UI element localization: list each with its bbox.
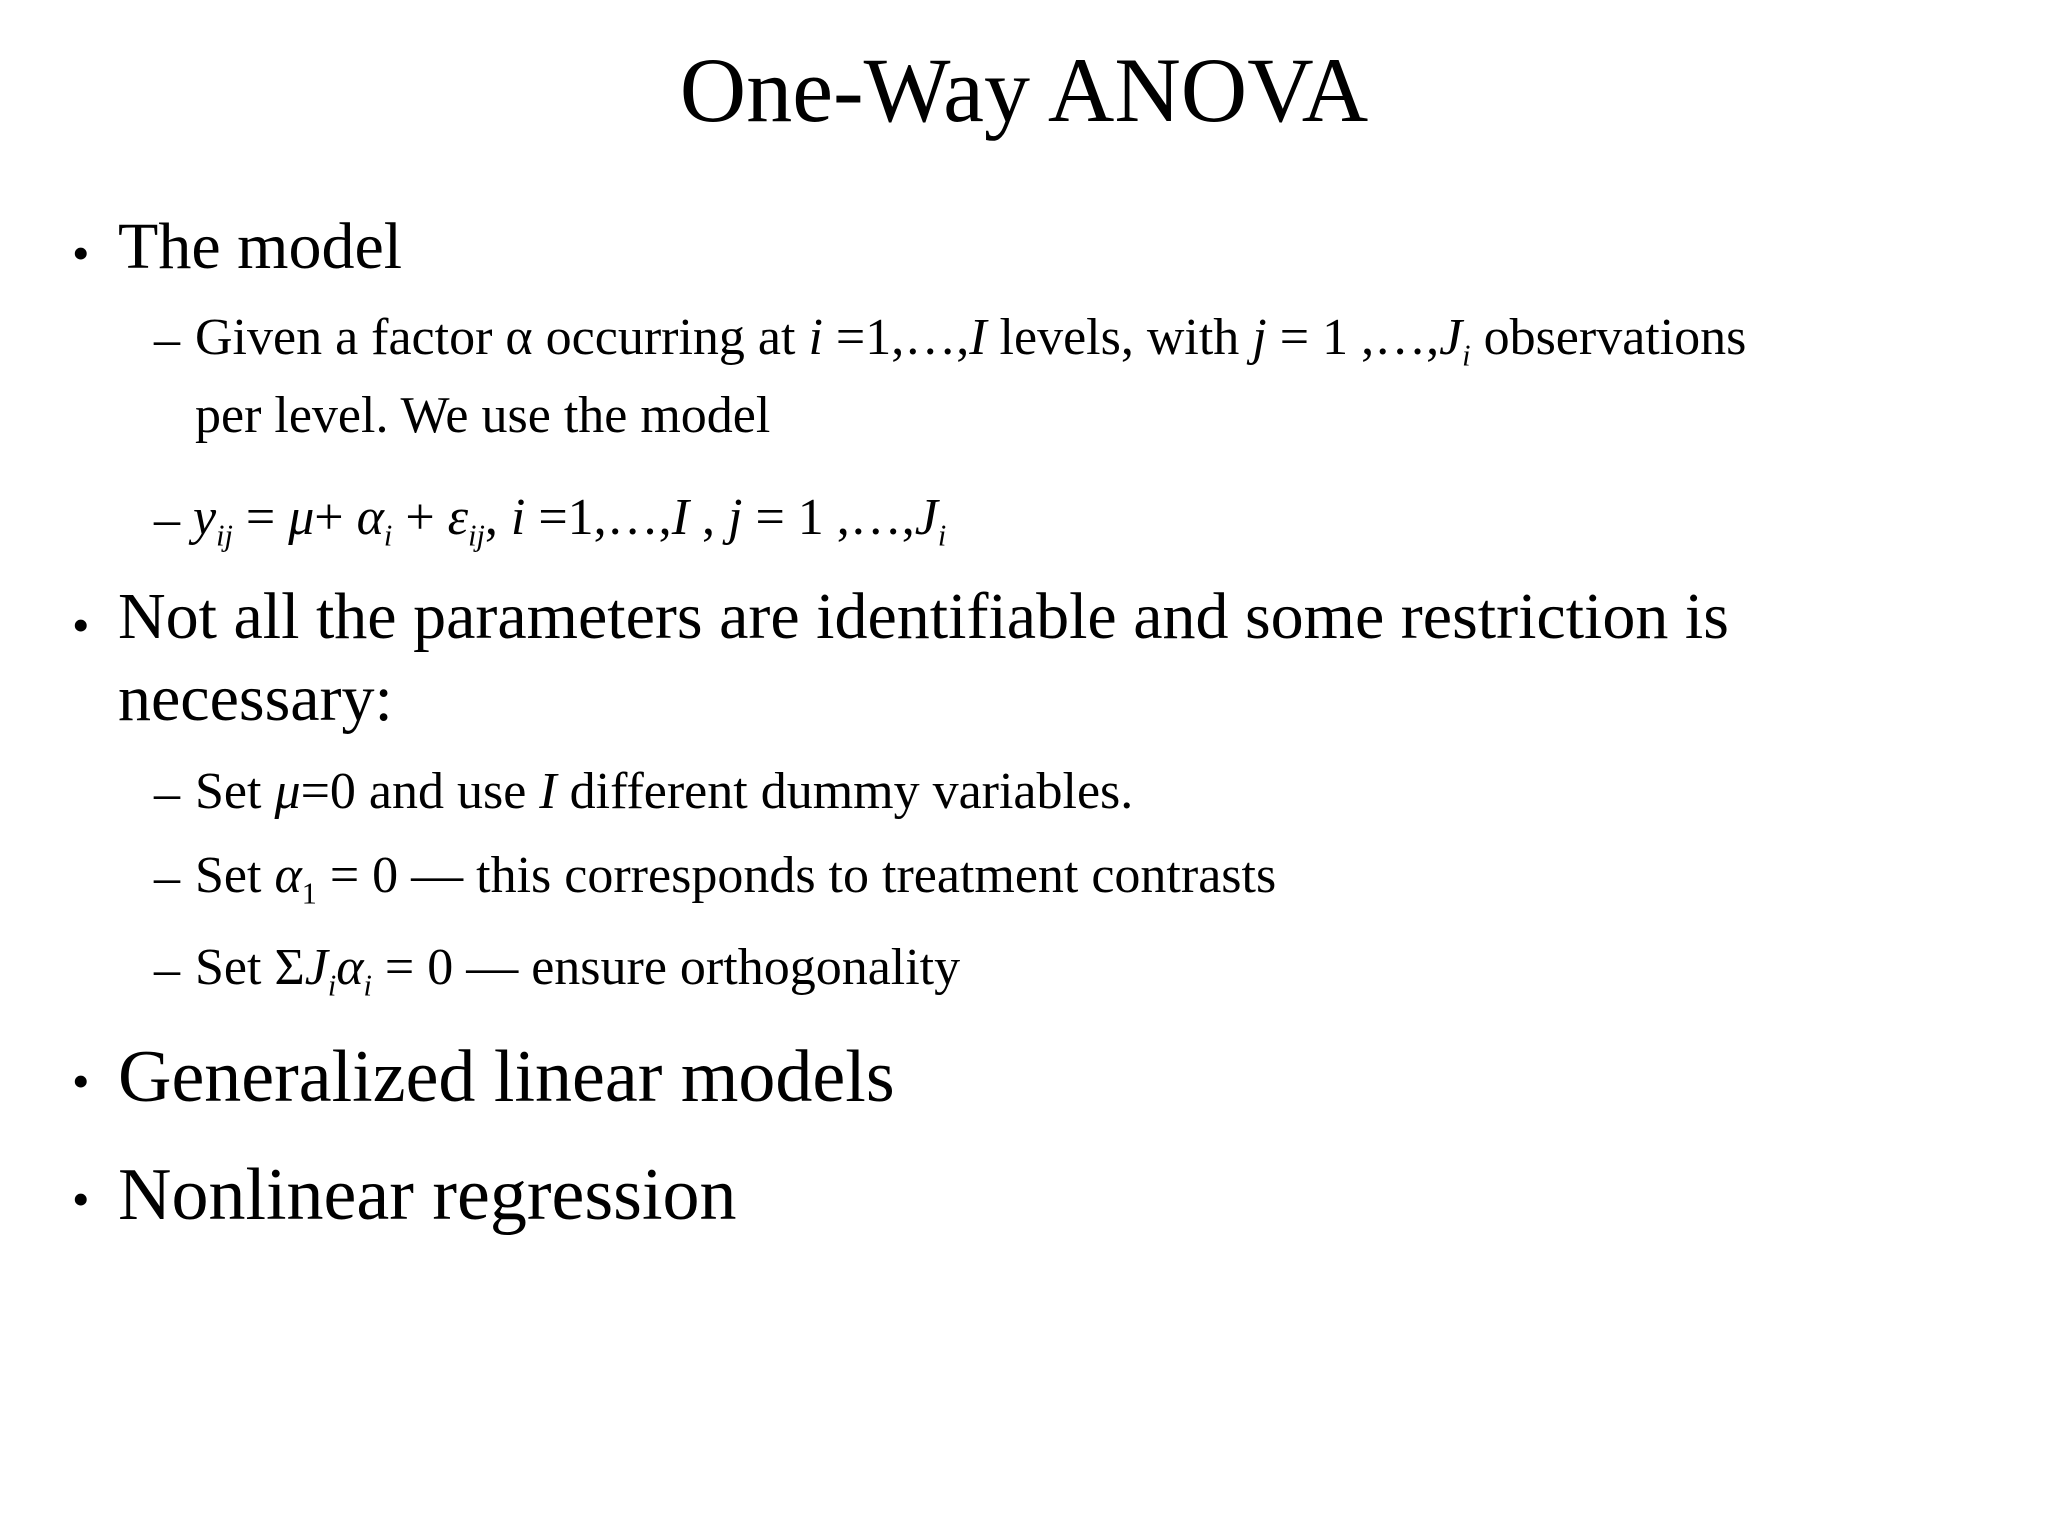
dash-marker: – (154, 849, 180, 906)
bullet-parameters-line-1: Not all the parameters are identifiable and some restriction is (118, 580, 1729, 653)
dash-marker: – (154, 491, 180, 548)
model-description-line-1: Given a factor α occurring at i =1,…,I levels, with j = 1 $,\dots,J_i$ observations (195, 309, 1747, 373)
model-description-line-2: per level. We use the model (195, 387, 771, 444)
bullet-generalized-linear-models: Generalized linear models (118, 1036, 895, 1118)
dash-marker: – (154, 765, 180, 822)
restriction-set-mu: Set μ=0 and use I different dummy variables. (195, 763, 1134, 820)
bullet-marker: • (72, 597, 90, 653)
slide-title: One-Way ANOVA (679, 39, 1369, 141)
bullet-marker: • (72, 1053, 90, 1109)
bullet-nonlinear-regression: Nonlinear regression (118, 1154, 737, 1236)
bullet-marker: • (72, 225, 90, 281)
dash-marker: – (154, 311, 180, 368)
bullet-the-model: The model (118, 210, 403, 283)
restriction-sum-zero: Set $\Sigma J_i\alpha_i = 0$ — ensure orthogonality (195, 939, 961, 1003)
bullet-marker: • (72, 1171, 90, 1227)
restriction-set-alpha1: Set $\alpha_1 = 0$ — this corresponds to treatment contrasts (195, 847, 1277, 911)
dash-marker: – (154, 941, 180, 998)
bullet-parameters-line-2: necessary: (118, 662, 393, 735)
model-equation: $y_{ij} = \mu+ \alpha_i + \varepsilon_{ij}$, i =1,…,I , j = 1 $,\dots,J_i$ (193, 489, 947, 553)
